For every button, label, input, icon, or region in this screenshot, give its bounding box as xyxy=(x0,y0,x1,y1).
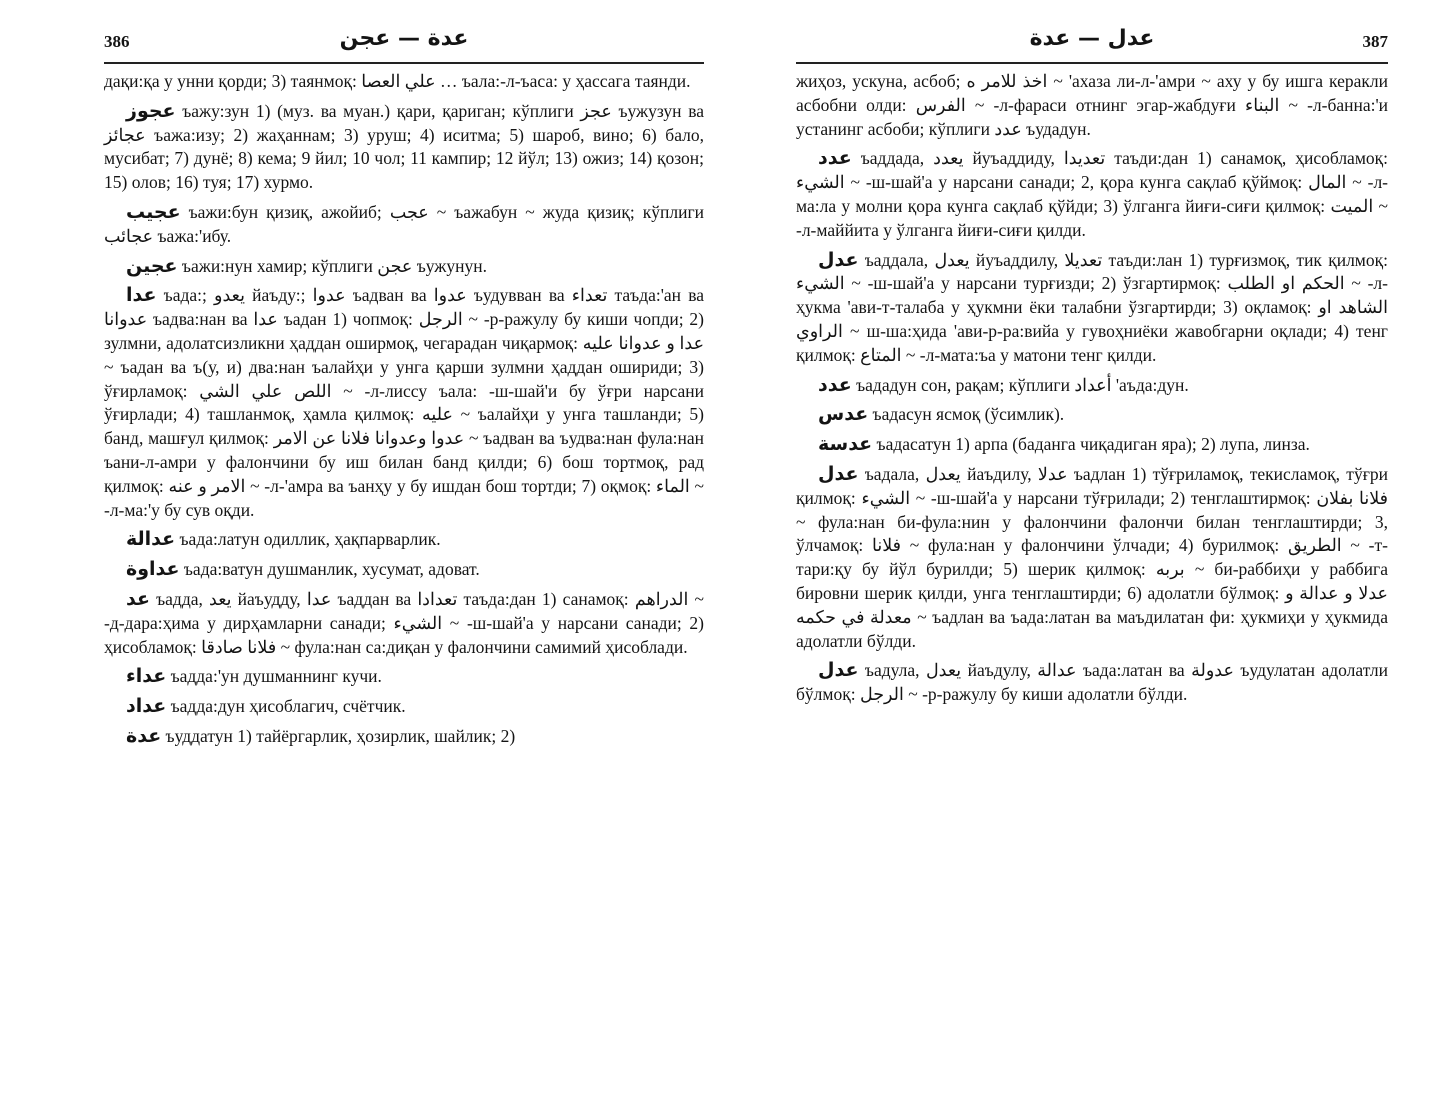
entry-headword: عدل xyxy=(818,659,859,682)
entry-headword: عدل xyxy=(818,462,859,485)
dictionary-entry xyxy=(796,147,1388,242)
dictionary-entry xyxy=(796,463,1388,653)
entry-text: ъажу:зун 1) (муз. ва муан.) қари, қариган; кўплиги عجز ъужузун ва عجائز ъажа:изу; 2) жаҳаннам; 3) уруш; 4) иситма; 5) шароб, вино; 6) бало, мусибат; 7) дунё; 8) кема; 9 йил; 10 чол; 11 кампир; 12 йўл; 13) ожиз; 14) қозон; 15) олов; 16) туя; 17) хурмо. xyxy=(104,100,705,193)
entry-text: ъададун сон, рақам; кўплиги أعداد 'аъда:дун. xyxy=(856,374,1189,395)
page-body xyxy=(104,70,704,755)
dictionary-entry xyxy=(796,433,1388,457)
dictionary-entry xyxy=(104,284,704,522)
dictionary-entry xyxy=(104,665,704,689)
entry-headword: عداوة xyxy=(126,558,180,581)
dictionary-entry xyxy=(104,588,704,659)
entry-headword: عدالة xyxy=(126,528,176,551)
dictionary-entry xyxy=(104,695,704,719)
entry-text: ъада:ватун душманлик, хусумат, адоват. xyxy=(183,559,480,580)
running-head xyxy=(104,26,704,62)
entry-text: ъадда:'ун душманнинг кучи. xyxy=(170,666,382,687)
entry-text: ъажи:нун хамир; кўплиги عجن ъужунун. xyxy=(181,255,487,276)
header-rule xyxy=(104,62,704,64)
entry-headword: عجيب xyxy=(126,200,181,223)
entry-headword: عدس xyxy=(818,403,869,426)
right-page xyxy=(796,0,1388,1114)
entry-text: ъада:латун одиллик, ҳақпарварлик. xyxy=(179,529,441,550)
entry-text: ъаддала, يعدل йуъаддилу, تعديلا таъди:лан 1) турғизмоқ, тик қилмоқ: الشيء ~ -ш-шай'а у нарсани турғизди; 2) ўзгартирмоқ: الحكم او الطلب ~ -л-ҳукма 'ави-т-талаба у ҳукмни ёки талабни ўзгартирди; 3) оқламоқ: الشاهد او الراوي ~ ш-ша:ҳида 'ави-р-ра:вийа у гувоҳниёки жавобгарни оқлади; 4) тенг қилмоқ: المتاع ~ -л-мата:ъа у матони тенг қилди. xyxy=(796,249,1388,365)
entry-headword: عداء xyxy=(126,665,167,688)
dictionary-entry xyxy=(796,70,1388,141)
page-number: 387 xyxy=(1362,32,1388,51)
entry-text: ъажи:бун қизиқ, ажойиб; عجب ~ ъажабун ~ жуда қизиқ; кўплиги عجائب ъажа:'ибу. xyxy=(104,201,704,246)
dictionary-entry xyxy=(796,374,1388,398)
entry-headword: عدسة xyxy=(818,433,873,456)
entry-headword: عجين xyxy=(126,254,178,277)
entry-text: ъаддада, يعدد йуъаддиду, تعديدا таъди:дан 1) санамоқ, ҳисобламоқ: الشيء ~ -ш-шай'а у нарсани санади; 2, қора кунга сақлаб қўймоқ: المال ~ -л-ма:ла у молни қора кунга сақлаб қўйди; 3) ўлганга йиғи-сиғи қилмоқ: الميت ~ -л-маййита у ўлганга йиғи-сиғи қилди. xyxy=(796,148,1389,240)
entry-text: ъадасатун 1) арпа (баданга чиқадиган яра); 2) лупа, линза. xyxy=(876,434,1310,455)
entry-text: ъадда:дун ҳисоблагич, счётчик. xyxy=(170,696,406,717)
entry-headword: عداد xyxy=(126,695,167,718)
running-head xyxy=(796,26,1388,62)
dictionary-entry xyxy=(104,255,704,279)
entry-headword: عدا xyxy=(126,284,157,307)
entry-text: ъадала, يعدل йаъдилу, عدلا ъадлан 1) тўғриламоқ, текисламоқ, тўғри қилмоқ: الشيء ~ -ш-шай'а у нарсани тўғрилади; 2) тенглаштирмоқ: فلانا بفلان ~ фула:нан би-фула:нин у фалончини фалончи билан тенглаштирди; 3, ўлчамоқ: فلانا ~ фула:нан у фалончини ўлчади; 4) бурилмоқ: الطريق ~ -т-тари:қу бу йўл бурилди; 5) шерик қилмоқ: بربه ~ би-раббиҳи у раббига бировни шерик қилди, унга тенглаштирди; 6) адолатли бўлмоқ: عدلا و عدالة و معدلة في حكمه ~ ъадлан ва ъада:латан ва маъдилатан фи: ҳукмиҳи у ҳукмида адолатли бўлди. xyxy=(796,463,1389,651)
dictionary-entry xyxy=(796,659,1388,707)
headword-range: عدة — عجن xyxy=(339,26,469,51)
left-page xyxy=(104,0,704,1114)
headword-range: عدل — عدة xyxy=(1029,26,1155,51)
dictionary-entry xyxy=(104,70,704,94)
entry-headword: عدد xyxy=(818,373,852,396)
header-rule xyxy=(796,62,1388,64)
entry-text: ъадда, يعد йаъудду, عدا ъаддан ва تعدادا таъда:дан 1) санамоқ: الدراهم ~ -д-дара:ҳима у дирҳамларни санади; الشيء ~ -ш-шай'а у нарсани санади; 2) ҳисобламоқ: فلانا صادقا ~ фула:нан са:диқан у фалончини самимий ҳисоблади. xyxy=(104,588,704,657)
dictionary-entry xyxy=(796,403,1388,427)
entry-headword: عدة xyxy=(126,724,162,747)
dictionary-entry xyxy=(104,201,704,249)
entry-headword: عد xyxy=(126,587,150,610)
entry-headword: عدد xyxy=(818,147,852,170)
dictionary-entry xyxy=(104,528,704,552)
page-body xyxy=(796,70,1388,713)
entry-headword: عدل xyxy=(818,248,859,271)
entry-text: дақи:қа у унни қорди; 3) таянмоқ: علي العصا … ъала:-л-ъаса: у ҳассага таянди. xyxy=(104,71,691,91)
entry-text: ъада:; يعدو йаъду:; عدوا ъадван ва عدوا ъудувван ва تعداء таъда:'ан ва عدوانا ъадва:нан ва عدا ъадан 1) чопмоқ: الرجل ~ -р-ражулу бу киши чопди; 2) зулмни, адолатсизликни ҳаддан оширмоқ, чегарадан чиқармоқ: عدا و عدوانا عليه ~ ъадан ва ъ(у, и) два:нан ъалайҳи у унга қарши зулмни ҳаддан ошириди; 3) ўғирламоқ: اللص علي الشي ~ -л-лиссу ъала: -ш-шай'и бу ўғри нарсани ўғирлади; 4) ташланмоқ, ҳамла қилмоқ: عليه ~ ъалайҳи у унга ташланди; 5) банд, машғул қилмоқ: عدوا وعدوانا فلانا عن الامر ~ ъадван ва ъудва:нан фула:нан ъани-л-амри у фалончини бу иш билан банд қилди; 6) бош тортмоқ, рад қилмоқ: الامر و عنه ~ -л-'амра ва ъанҳу у бу ишдан бош тортди; 7) оқмоқ: الماء ~ -л-ма:'у бу сув оқди. xyxy=(104,285,705,520)
entry-text: ъадула, يعدل йаъдулу, عدالة ъада:латан ва عدولة ъудулатан адолатли бўлмоқ: الرجل ~ -р-ражулу бу киши адолатли бўлди. xyxy=(796,660,1389,705)
entry-text: жиҳоз, ускуна, асбоб; اخذ للامر ه ~ 'ахаза ли-л-'амри ~ аху у бу ишга керакли асбобни олди: الفرس ~ -л-фараси отнинг эгар-жабдуғи البناء ~ -л-банна:'и устанинг асбоби; кўплиги عدد ъудадун. xyxy=(796,71,1389,139)
entry-text: ъуддатун 1) тайёргарлик, ҳозирлик, шайлик; 2) xyxy=(165,725,516,746)
dictionary-entry xyxy=(104,558,704,582)
dictionary-entry xyxy=(104,725,704,749)
entry-headword: عجوز xyxy=(126,99,176,122)
dictionary-entry xyxy=(104,100,704,195)
entry-text: ъадасун ясмоқ (ўсимлик). xyxy=(872,404,1065,425)
dictionary-entry xyxy=(796,249,1388,368)
page-number: 386 xyxy=(104,32,130,51)
